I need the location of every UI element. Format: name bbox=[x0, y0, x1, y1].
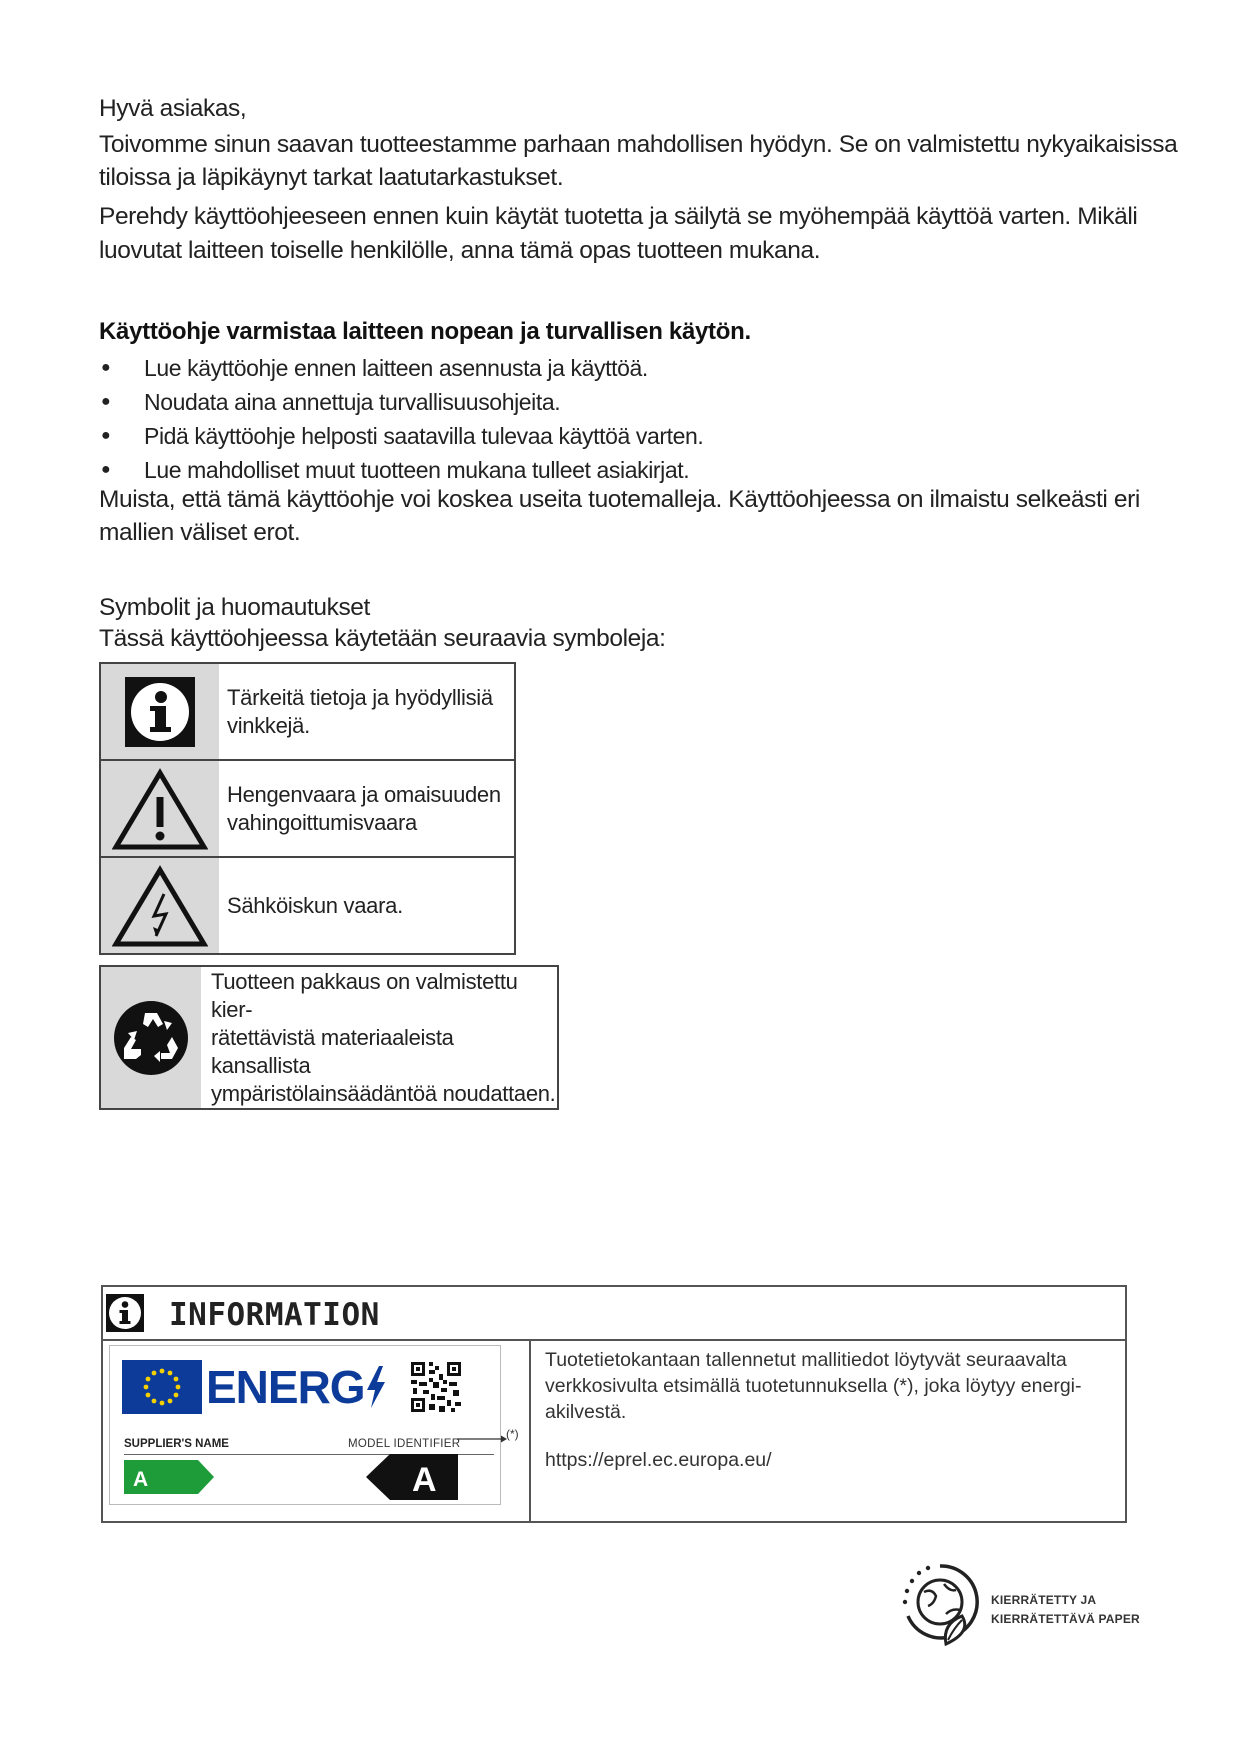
information-title: INFORMATION bbox=[169, 1297, 380, 1333]
usage-bullet-list bbox=[99, 351, 703, 487]
intro-paragraph-1-line-1: Toivomme sinun saavan tuotteestamme parhaan mahdollisen hyödyn. Se on valmistettu nykyaikaisissa bbox=[99, 131, 1178, 158]
symbols-title: Symbolit ja huomautukset bbox=[99, 594, 370, 621]
recycled-paper-line-2: KIERRÄTETTÄVÄ PAPER bbox=[991, 1612, 1140, 1626]
model-identifier-asterisk: (*) bbox=[506, 1427, 519, 1441]
symbol-warning-text-line-1: Hengenvaara ja omaisuuden bbox=[227, 781, 501, 807]
list-item: ● Pidä käyttöohje helposti saatavilla tulevaa käyttöä varten. bbox=[99, 419, 703, 453]
recycle-text-line-2: rätettävistä materiaaleista kansallista bbox=[211, 1024, 454, 1078]
list-item: ● Lue käyttöohje ennen laitteen asennusta ja käyttöä. bbox=[99, 351, 703, 385]
energy-label-header bbox=[122, 1360, 463, 1414]
usage-note-line-1: Muista, että tämä käyttöohje voi koskea useita tuotemalleja. Käyttöohjeessa on ilmaistu selkeästi eri bbox=[99, 486, 1140, 513]
list-item: ● Lue mahdolliset muut tuotteen mukana tulleet asiakirjat. bbox=[99, 453, 703, 487]
recycle-box bbox=[99, 965, 559, 1110]
information-box bbox=[101, 1285, 1127, 1523]
greeting: Hyvä asiakas, bbox=[99, 95, 247, 122]
symbol-row-electric bbox=[101, 858, 514, 953]
recycled-paper-logo-icon bbox=[900, 1558, 980, 1648]
symbol-electric-text: Sähköiskun vaara. bbox=[227, 892, 403, 918]
info-icon bbox=[105, 1293, 145, 1333]
symbol-info-text-line-1: Tärkeitä tietoja ja hyödyllisiä bbox=[227, 684, 493, 710]
symbol-info-text-line-2: vinkkejä. bbox=[227, 712, 310, 738]
intro-paragraph-2-line-1: Perehdy käyttöohjeeseen ennen kuin käytät tuotetta ja säilytä se myöhempää käyttöä varten. Mikäli bbox=[99, 203, 1138, 230]
eprel-link[interactable]: https://eprel.ec.europa.eu/ bbox=[545, 1449, 772, 1471]
usage-heading: Käyttöohje varmistaa laitteen nopean ja turvallisen käytön. bbox=[99, 318, 751, 345]
symbols-table bbox=[99, 662, 516, 955]
energy-label bbox=[109, 1345, 501, 1505]
energy-class-arrow-left bbox=[124, 1460, 216, 1494]
energy-label-area bbox=[103, 1339, 531, 1521]
usage-note-line-2: mallien väliset erot. bbox=[99, 519, 301, 546]
bolt-icon bbox=[365, 1360, 387, 1414]
energy-label-word: ENERG bbox=[202, 1360, 365, 1414]
symbol-row-info bbox=[101, 664, 514, 761]
information-text-line-1: Tuotetietokantaan tallennetut mallitiedot löytyvät seuraavalta bbox=[545, 1349, 1067, 1371]
qr-code-icon bbox=[409, 1360, 463, 1414]
intro-paragraph-2-line-2: luovutat laitteen toiselle henkilölle, anna tämä opas tuotteen mukana. bbox=[99, 237, 821, 264]
model-identifier-label: MODEL IDENTIFIER bbox=[348, 1438, 461, 1450]
info-icon bbox=[101, 664, 219, 759]
recycled-paper-text bbox=[991, 1591, 1140, 1629]
information-text bbox=[545, 1347, 1105, 1473]
information-text-line-3: akilvestä. bbox=[545, 1401, 627, 1423]
symbol-warning-text-line-2: vahingoittumisvaara bbox=[227, 809, 417, 835]
arrow-right-icon bbox=[457, 1434, 507, 1444]
intro-paragraph-1-line-2: tiloissa ja läpikäynyt tarkat laatutarkastukset. bbox=[99, 164, 564, 191]
supplier-name-label: SUPPLIER'S NAME bbox=[124, 1438, 229, 1450]
list-item: ● Noudata aina annettuja turvallisuusohjeita. bbox=[99, 385, 703, 419]
warning-icon bbox=[101, 761, 219, 856]
recycle-text-line-1: Tuotteen pakkaus on valmistettu kier- bbox=[211, 968, 518, 1022]
recycled-paper-line-1: KIERRÄTETTY JA bbox=[991, 1593, 1097, 1607]
energy-class-left-text: A bbox=[133, 1468, 149, 1491]
information-header bbox=[103, 1287, 1125, 1341]
eu-flag-icon bbox=[122, 1360, 202, 1414]
recycle-text-line-3: ympäristölainsäädäntöä noudattaen. bbox=[211, 1080, 556, 1106]
energy-class-arrow-right bbox=[366, 1454, 458, 1500]
energy-class-right-text: A bbox=[412, 1461, 437, 1499]
information-text-line-2: verkkosivulta etsimällä tuotetunnuksella (*), joka löytyy energi- bbox=[545, 1375, 1082, 1397]
recycle-icon bbox=[101, 967, 201, 1108]
electric-shock-icon bbox=[101, 858, 219, 953]
symbol-row-warning bbox=[101, 761, 514, 858]
symbols-intro: Tässä käyttöohjeessa käytetään seuraavia symboleja: bbox=[99, 625, 666, 652]
